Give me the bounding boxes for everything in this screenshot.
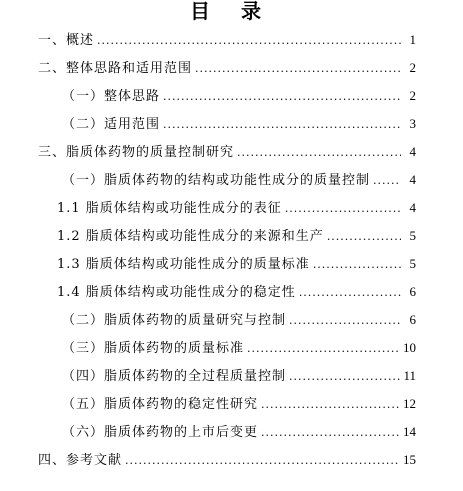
toc-entry[interactable] [0,222,463,250]
toc-entry-page: 6 [409,312,416,327]
toc-entry-text: 一、概述 [38,33,95,48]
dot-leader [247,335,400,363]
toc-entry-page: 2 [409,60,416,75]
toc-entry-page: 1 [409,32,416,47]
toc-entry-page: 5 [409,256,416,271]
toc-entry-page: 4 [409,200,416,215]
dot-leader [313,251,401,279]
dot-leader [97,27,401,55]
dot-leader [163,83,401,111]
toc-entry-text: （三）脂质体药物的质量标准 [62,341,245,356]
toc-list [0,26,463,474]
toc-entry[interactable] [0,446,463,474]
dot-leader [289,307,401,335]
dot-leader [299,279,401,307]
toc-entry-text: 二、整体思路和适用范围 [38,61,193,76]
dot-leader [261,419,400,447]
toc-entry-page: 2 [409,88,416,103]
toc-entry[interactable] [0,166,463,194]
toc-entry-text: （一）脂质体药物的结构或功能性成分的质量控制 [62,173,371,188]
dot-leader [327,223,401,251]
dot-leader [163,111,401,139]
toc-entry-text: 1.4 脂质体结构或功能性成分的稳定性 [57,285,296,300]
toc-entry-text: （四）脂质体药物的全过程质量控制 [62,369,287,384]
dot-leader [195,55,401,83]
toc-entry[interactable] [0,278,463,306]
dot-leader [285,195,401,223]
toc-entry-page: 14 [403,424,416,439]
dot-leader [373,167,401,195]
toc-entry-page: 4 [409,172,416,187]
toc-entry[interactable] [0,390,463,418]
toc-entry-text: 1.2 脂质体结构或功能性成分的来源和生产 [57,229,324,244]
toc-entry-text: 1.1 脂质体结构或功能性成分的表征 [57,201,282,216]
toc-entry[interactable] [0,54,463,82]
toc-entry[interactable] [0,194,463,222]
dot-leader [125,447,400,475]
toc-entry-text: （一）整体思路 [62,89,161,104]
toc-entry[interactable] [0,250,463,278]
toc-entry-page: 5 [409,228,416,243]
toc-entry[interactable] [0,110,463,138]
toc-entry-text: （六）脂质体药物的上市后变更 [62,425,259,440]
dot-leader [237,139,401,167]
toc-entry-page: 10 [403,340,416,355]
toc-entry-page: 3 [409,116,416,131]
toc-entry-text: 四、参考文献 [38,453,123,468]
toc-entry[interactable] [0,82,463,110]
toc-entry[interactable] [0,334,463,362]
toc-entry-page: 6 [409,284,416,299]
dot-leader [289,363,400,391]
toc-entry-text: 三、脂质体药物的质量控制研究 [38,145,235,160]
toc-entry[interactable] [0,418,463,446]
toc-entry[interactable] [0,138,463,166]
toc-entry-page: 4 [409,144,416,159]
toc-title: 目 录 [190,0,273,23]
toc-entry-page: 15 [403,452,416,467]
toc-entry-page: 12 [403,396,416,411]
toc-entry-text: 1.3 脂质体结构或功能性成分的质量标准 [57,257,310,272]
dot-leader [261,391,400,419]
toc-entry-text: （二）脂质体药物的质量研究与控制 [62,313,287,328]
toc-entry-text: （五）脂质体药物的稳定性研究 [62,397,259,412]
toc-entry-text: （二）适用范围 [62,117,161,132]
toc-entry[interactable] [0,306,463,334]
toc-entry-page: 11 [403,368,416,383]
toc-entry[interactable] [0,362,463,390]
toc-entry[interactable] [0,26,463,54]
